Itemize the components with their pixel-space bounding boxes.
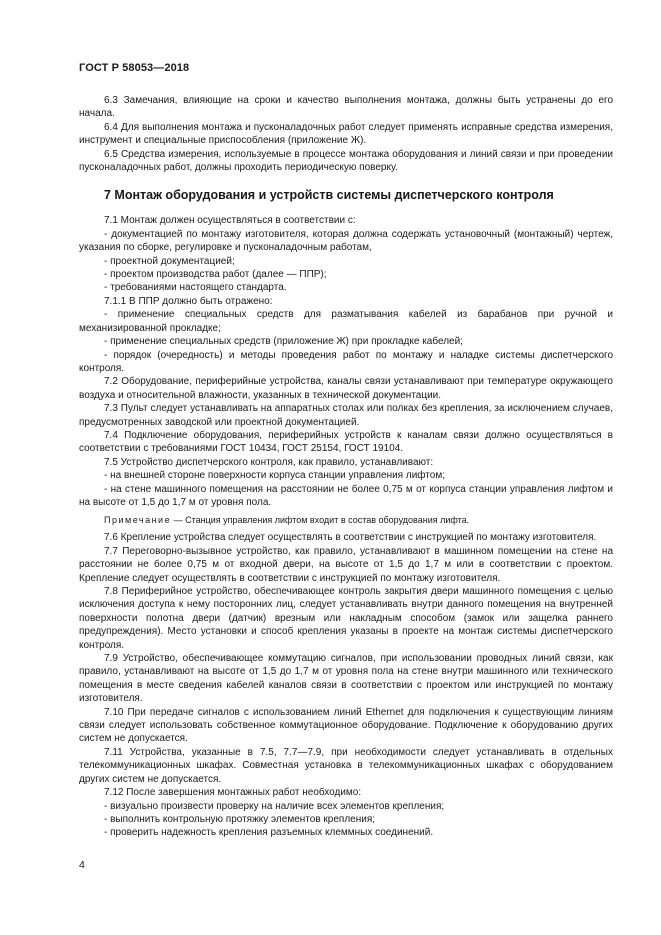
- paragraph-7-8: 7.8 Периферийное устройство, обеспечивающее контроль закрытия двери машинного помещения с целью исключения доступа к нему посторонних лиц, следует устанавливать внутри данного помещения на внутренней поверхности полотна двери (датчик) врезным или накладным способом (замок или защелка раннего предупреждения). Место установки и способ крепления указаны в проекте на монтаж системы диспетчерского контроля.: [79, 586, 613, 651]
- list-item: - проектной документацией;: [104, 255, 235, 267]
- list-item: - выполнить контрольную протяжку элементов крепления;: [104, 813, 376, 825]
- list-item: - применение специальных средств для разматывания кабелей из барабанов при ручной и механизированной прокладке;: [79, 309, 613, 334]
- paragraph-7-1: 7.1 Монтаж должен осуществляться в соответствии с:: [104, 215, 356, 227]
- paragraph-7-3: 7.3 Пульт следует устанавливать на аппаратных столах или полках без крепления, за исключением случаев, предусмотренных заводской или проектной документацией.: [79, 403, 613, 428]
- list-item: - требованиями настоящего стандарта.: [104, 282, 287, 294]
- standard-header: ГОСТ Р 58053—2018: [79, 62, 190, 74]
- paragraph-7-1-1: 7.1.1 В ППР должно быть отражено:: [104, 295, 273, 307]
- list-item: - визуально произвести проверку на наличие всех элементов крепления;: [104, 800, 445, 812]
- paragraph-7-11: 7.11 Устройства, указанные в 7.5, 7.7—7.9, при необходимости следует устанавливать в отдельных телекоммуникационных шкафах. Совместная установка в телекоммуникационных шкафах с оборудованием других систем не допускается.: [79, 746, 613, 785]
- paragraph-7-10: 7.10 При передаче сигналов с использованием линий Ethernet для подключения к существующим линиям связи следует использовать собственное коммутационное оборудование. Подключение к оборудованию других систем не допускается.: [79, 706, 613, 745]
- paragraph-6-3: 6.3 Замечания, влияющие на сроки и качество выполнения монтажа, должны быть устранены до его начала.: [79, 95, 613, 120]
- paragraph-7-4: 7.4 Подключение оборудования, периферийных устройств к каналам связи должно осуществляться в соответствии с требованиями ГОСТ 10434, ГОСТ 25154, ГОСТ 19104.: [79, 429, 613, 455]
- list-item: - проверить надежность крепления разъемных клеммных соединений.: [104, 827, 434, 839]
- list-item: - проектом производства работ (далее — ППР);: [104, 269, 327, 281]
- paragraph-7-7: 7.7 Переговорно-вызывное устройство, как правило, устанавливают в машинном помещении на стене на расстоянии не более 0,75 м от входной двери, на высоте от 1,5 до 1,7 м или в соответствии с проектом. Крепление следует осуществлять в соответствии с инструкцией по монтажу изготовителя.: [79, 545, 613, 584]
- paragraph-7-12: 7.12 После завершения монтажных работ необходимо:: [104, 787, 362, 799]
- page-number: 4: [79, 859, 85, 871]
- list-item: - документацией по монтажу изготовителя, которая должна содержать установочный (монтажный) чертеж, указания по сборке, регулировке и пусконаладочным работам,: [79, 228, 613, 254]
- paragraph-7-5: 7.5 Устройство диспетчерского контроля, как правило, устанавливают:: [104, 456, 434, 468]
- paragraph-6-5: 6.5 Средства измерения, используемые в процессе монтажа оборудования и линий связи и при проведении пусконаладочных работ, должны проходить периодическую поверку.: [79, 148, 613, 174]
- paragraph-6-4: 6.4 Для выполнения монтажа и пусконаладочных работ следует применять исправные средства измерения, инструмент и специальные приспособления (приложение Ж).: [79, 121, 613, 147]
- list-item: - применение специальных средств (приложение Ж) при прокладке кабелей;: [104, 336, 463, 348]
- paragraph-7-6: 7.6 Крепление устройства следует осуществлять в соответствии с инструкцией по монтажу изготовителя.: [104, 532, 597, 544]
- paragraph-7-2: 7.2 Оборудование, периферийные устройства, каналы связи устанавливают при температуре окружающего воздуха и относительной влажности, указанных в технической документации.: [79, 376, 613, 401]
- note: [79, 514, 613, 526]
- list-item: - порядок (очередность) и методы проведения работ по монтажу и наладке системы диспетчерского контроля.: [79, 349, 613, 374]
- list-item: - на стене машинного помещения на расстоянии не более 0,75 м от корпуса станции управления лифтом и на высоте от 1,5 до 1,7 м от уровня пола.: [79, 483, 613, 508]
- section-heading-7: 7 Монтаж оборудования и устройств системы диспетчерского контроля: [104, 188, 554, 203]
- page-content: [79, 94, 613, 840]
- paragraph-7-9: 7.9 Устройство, обеспечивающее коммутацию сигналов, при использовании проводных линий связи, как правило, устанавливают на высоте от 1,5 до 1,7 м от уровня пола на стене внутри машинного или технического помещения в месте сведения кабелей каналов связи в соответствии с проектом или инструкцией по монтажу изготовителя.: [79, 653, 613, 705]
- note-label: Примечание: [104, 515, 172, 526]
- list-item: - на внешней стороне поверхности корпуса станции управления лифтом;: [104, 470, 445, 482]
- note-text: — Станция управления лифтом входит в состав оборудования лифта.: [171, 515, 470, 526]
